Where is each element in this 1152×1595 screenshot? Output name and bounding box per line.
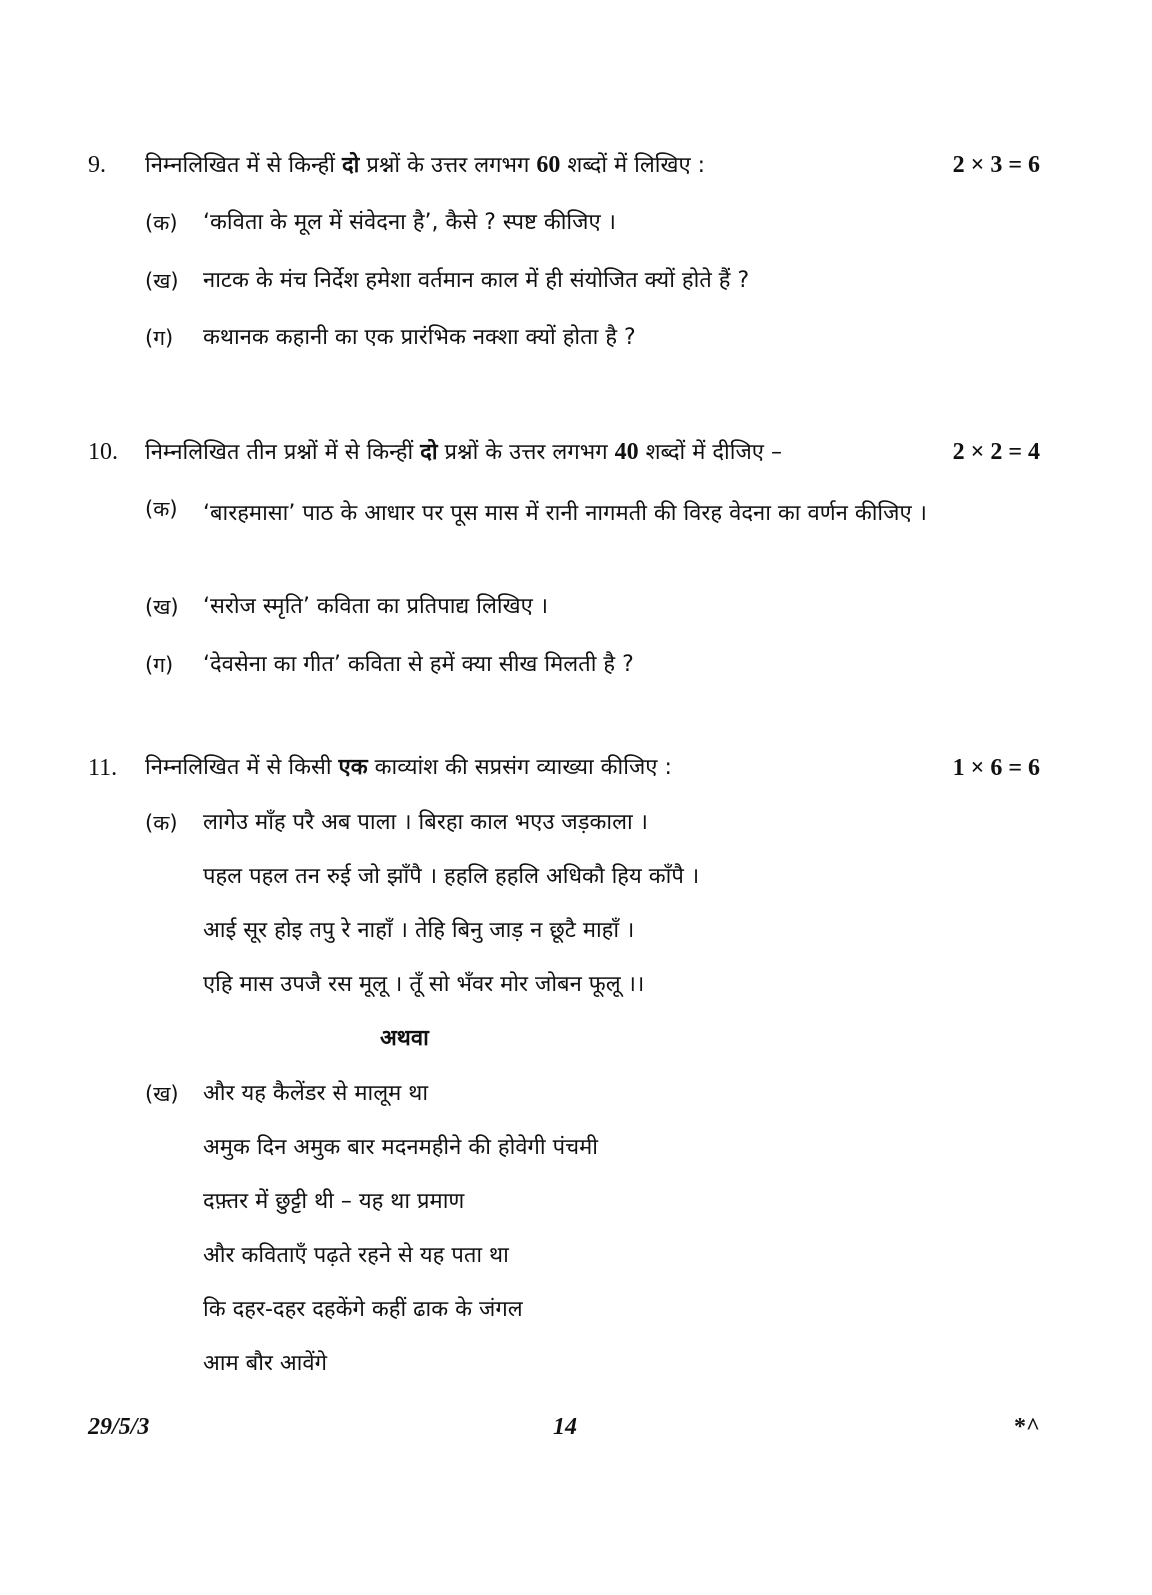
marks: 2 × 2 = 4 <box>952 439 1040 465</box>
option-label: (ख) <box>145 595 179 619</box>
option-label: (ग) <box>145 326 174 350</box>
page-mark: *^ <box>1014 1414 1040 1440</box>
or-separator: अथवा <box>380 1026 429 1051</box>
question-text: निम्नलिखित में से किन्हीं दो प्रश्नों के उत्तर लगभग 60 शब्दों में लिखिए : <box>145 152 706 178</box>
option-text: ‘कविता के मूल में संवेदना है’, कैसे ? स्पष्ट कीजिए । <box>203 210 616 235</box>
poem-line: पहल पहल तन रुई जो झाँपै । हहलि हहलि अधिकौ हिय काँपै । <box>203 864 700 889</box>
option-text: ‘बारहमासा’ पाठ के आधार पर पूस मास में रानी नागमती की विरह वेदना का वर्णन कीजिए । <box>203 501 927 526</box>
poem-line: और यह कैलेंडर से मालूम था <box>203 1081 429 1106</box>
option-text: ‘सरोज स्मृति’ कविता का प्रतिपाद्य लिखिए । <box>203 594 549 619</box>
question-number: 9. <box>88 152 106 178</box>
paper-code: 29/5/3 <box>88 1414 150 1440</box>
question-text: निम्नलिखित में से किसी एक काव्यांश की सप्रसंग व्याख्या कीजिए : <box>145 755 672 780</box>
poem-line: लागेउ माँह परै अब पाला । बिरहा काल भएउ जड़काला । <box>203 810 649 835</box>
page-number: 14 <box>553 1414 577 1440</box>
question-number: 11. <box>88 755 118 781</box>
poem-line: अमुक दिन अमुक बार मदनमहीने की होवेगी पंचमी <box>203 1135 598 1160</box>
marks: 2 × 3 = 6 <box>952 152 1040 178</box>
option-label: (ख) <box>145 1082 179 1106</box>
option-label: (ग) <box>145 653 174 677</box>
poem-line: आम बौर आवेंगे <box>203 1351 327 1376</box>
option-label: (क) <box>145 497 178 521</box>
option-text: नाटक के मंच निर्देश हमेशा वर्तमान काल में ही संयोजित क्यों होते हैं ? <box>203 268 750 293</box>
poem-line: दफ़्तर में छुट्टी थी – यह था प्रमाण <box>203 1189 465 1214</box>
marks: 1 × 6 = 6 <box>952 755 1040 781</box>
poem-line: कि दहर-दहर दहकेंगे कहीं ढाक के जंगल <box>203 1297 523 1322</box>
poem-line: आई सूर होइ तपु रे नाहाँ । तेहि बिनु जाड़ न छूटै माहाँ । <box>203 918 635 943</box>
question-text: निम्नलिखित तीन प्रश्नों में से किन्हीं दो प्रश्नों के उत्तर लगभग 40 शब्दों में दीजिए – <box>145 439 782 465</box>
poem-line: एहि मास उपजै रस मूलू । तूँ सो भँवर मोर जोबन फूलू ।। <box>203 972 645 997</box>
question-number: 10. <box>88 439 118 465</box>
option-label: (क) <box>145 211 178 235</box>
poem-line: और कविताएँ पढ़ते रहने से यह पता था <box>203 1243 509 1268</box>
option-text: कथानक कहानी का एक प्रारंभिक नक्शा क्यों होता है ? <box>203 325 636 350</box>
option-label: (क) <box>145 811 178 835</box>
option-text: ‘देवसेना का गीत’ कविता से हमें क्या सीख मिलती है ? <box>203 652 634 677</box>
option-label: (ख) <box>145 269 179 293</box>
